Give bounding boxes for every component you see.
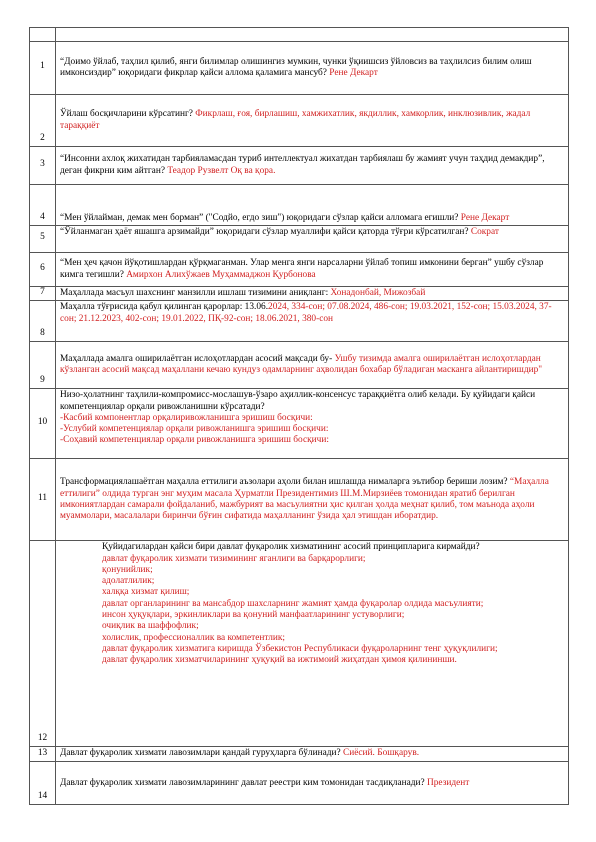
answer-option: -Касбий компонентлар орқалиривожланишга эришиш босқичи: — [60, 412, 313, 423]
principle-item: давлат органларининг ва мансабдор шахсларнинг жамият ҳамда фуқаролар олдида масъулияти; — [102, 598, 484, 609]
question-cell — [56, 185, 569, 226]
question-cell — [56, 762, 569, 805]
question-cell — [56, 253, 569, 287]
question-cell — [56, 389, 569, 459]
answer-text: Сиёсий. Бошқарув. — [343, 748, 420, 759]
table-row — [30, 762, 569, 805]
question-text: Маҳалла тўғрисида қабул қилинган қарорлар: 13.06. — [60, 302, 269, 313]
principle-item: халққа хизмат қилиш; — [102, 587, 190, 598]
question-cell — [56, 747, 569, 762]
question-cell — [56, 95, 569, 147]
table-row — [30, 28, 569, 42]
question-text: “Мен ҳеч қачон йўқотишлардан қўрқмаганман. Улар менга янги нарсаларни ўйлаб топиш имконини берган” ушбу сўзлар кимга тегишли? — [60, 258, 544, 280]
question-cell — [56, 342, 569, 389]
question-text: Қуйидагилардан қайси бири давлат фуқаролик хизматининг асосий принципларига кирмайди? — [102, 542, 480, 553]
answer-text: Рене Декарт — [329, 68, 378, 78]
question-text: Маҳаллада масъул шахснинг манзилли ишлаш тизимини аниқланг: — [60, 288, 329, 298]
table-row — [30, 147, 569, 185]
question-text: “Инсонни ахлоқ жихатидан тарбияламасдан туриб интеллектуал жихатдан тарбиялаш бу жамият учун таҳдид демакдир”, деган фикрни ким айтган? — [60, 154, 545, 176]
table-row — [30, 185, 569, 226]
answer-text: Сократ — [470, 227, 499, 237]
question-cell — [56, 541, 569, 747]
row-number: 9 — [30, 342, 56, 389]
question-cell — [56, 147, 569, 185]
answer-text: Президент — [427, 777, 470, 788]
question-cell — [56, 226, 569, 253]
answer-text: “Маҳалла еттилиги” олдида турган энг муҳим масала Ҳурматли Президентимиз Ш.М.Мирзиёев томонидан яратиб берилган имкониятлардан самарали фойдаланиб, мажбурият ва масъулиятни ҳис қилган ҳолда меҳнат қилиб, том маънода аҳоли муаммолари, масалалари биринчи бўғин сифатида маҳалланинг ўзида ҳал этишдан иборатдир. — [60, 477, 549, 522]
answer-text: Хонадонбай, Мижозбай — [330, 288, 426, 298]
row-number: 7 — [30, 287, 56, 301]
table-row — [30, 287, 569, 301]
answer-text: 2024, 334-сон; 07.08.2024, 486-сон; 19.03.2021, 152-сон; 15.03.2024, 37-сон; 21.12.2023, 402-сон; 19.01.2022, ПҚ-92-сон; 18.06.2021, 380-сон — [60, 302, 552, 324]
principle-item: адолатлилик; — [102, 576, 155, 587]
question-cell — [56, 459, 569, 541]
question-text: Ўйлаш босқичларини кўрсатинг? — [60, 109, 193, 120]
row-number: 4 — [30, 185, 56, 226]
answer-text: Теадор Рузвелт Оқ ва қора. — [167, 165, 276, 176]
row-number: 8 — [30, 301, 56, 342]
question-cell — [56, 287, 569, 301]
question-text: Давлат фуқаролик хизмати лавозимлари қандай гуруҳларга бўлинади? — [60, 748, 341, 759]
question-text: Трансформациялашаётган маҳалла еттилиги аъзолари аҳоли билан ишлашда нималарга эътибор бериши лозим? — [60, 477, 508, 488]
table-row — [30, 459, 569, 541]
question-text: “Ўйланмаган ҳаёт яшашга арзимайди” юқоридаги сўзлар муаллифи қайси қаторда тўғри кўрсатилган? — [60, 227, 469, 237]
table-row — [30, 342, 569, 389]
table-row — [30, 389, 569, 459]
table-row — [30, 42, 569, 95]
table-row — [30, 226, 569, 253]
answer-text: Фикрлаш, ғоя, бирлашиш, хамжихатлик, якдиллик, хамкорлик, инклюзивлик, жадал тараққиёт — [60, 109, 531, 131]
principle-item: давлат фуқаролик хизматчиларининг ҳуқуқий ва ижтимоий жиҳатдан ҳимоя қилининши. — [102, 655, 457, 666]
question-cell — [56, 301, 569, 342]
row-number: 12 — [30, 541, 56, 747]
principle-item: инсон ҳуқуқлари, эркинликлари ва қонуний манфаатларининг устуворлиги; — [102, 610, 405, 621]
row-number: 3 — [30, 147, 56, 185]
row-number: 11 — [30, 459, 56, 541]
table-row — [30, 541, 569, 747]
question-cell — [56, 42, 569, 95]
table-row — [30, 95, 569, 147]
question-text: Маҳаллада амалга оширилаётган ислоҳотлардан асосий мақсади бу- — [60, 354, 333, 364]
principle-item: холислик, профессионаллик ва компетентлик; — [102, 632, 285, 643]
questions-table — [29, 27, 569, 805]
table-row — [30, 253, 569, 287]
table-row — [30, 301, 569, 342]
principle-item: давлат фуқаролик хизматига киришда Ўзбекистон Республикаси фуқароларнинг тенг ҳуқуқлилиги; — [102, 643, 498, 654]
row-number: 13 — [30, 747, 56, 762]
answer-text: Амирхон Алихўжаев Муҳаммаджон Қурбонова — [126, 269, 316, 280]
row-number: 14 — [30, 762, 56, 805]
row-number: 5 — [30, 226, 56, 253]
answer-option: -Соҳавий компетенциялар орқали ривожланишга эришиш босқичи: — [60, 435, 329, 446]
question-text: Низо-ҳолатнинг таҳлили-компромисс-мослашув-ўзаро аҳиллик-консенсус тараққиётга олиб келади. Бу қуйидаги қайси компетенциялар орқали ривожланишни кўрсатади? — [60, 390, 536, 412]
principle-item: давлат фуқаролик хизмати тизимининг яганлиги ва барқарорлиги; — [102, 553, 366, 564]
question-text: Давлат фуқаролик хизмати лавозимларининг давлат реестри ким томонидан тасдиқланади? — [60, 777, 425, 788]
header-cell-question — [56, 28, 569, 42]
question-text: “Мен ўйлайман, демак мен борман” ("Содйо, егдо зиш") юқоридаги сўзлар қайси алломага егишли? — [60, 212, 459, 223]
row-number: 10 — [30, 389, 56, 459]
header-cell-number — [30, 28, 56, 42]
row-number: 6 — [30, 253, 56, 287]
answer-text: Рене Декарт — [460, 212, 510, 223]
row-number: 1 — [30, 42, 56, 95]
table-row — [30, 747, 569, 762]
principle-item: очиқлик ва шаффофлик; — [102, 621, 199, 632]
answer-option: -Услубий компетенциялар орқали ривожланишга эришиш босқичи: — [60, 424, 329, 435]
answer-text: Ушбу тизимда амалга оширилаётган ислоҳотлардан кўзланган асосий мақсад маҳаллани кечаю кундуз одамларнинг аҳволидан бохабар бўладиган масканга айлантиришдир" — [60, 354, 543, 376]
question-text: “Доимо ўйлаб, таҳлил қилиб, янги билимлар олишингиз мумкин, чунки ўқиишсиз ўйловсиз ва таҳлилсиз билим олиш имконсиздир” юқоридаги фикрлар қайси аллома қаламига мансуб? — [60, 56, 532, 78]
row-number: 2 — [30, 95, 56, 147]
principle-item: қонунийлик; — [102, 564, 153, 575]
